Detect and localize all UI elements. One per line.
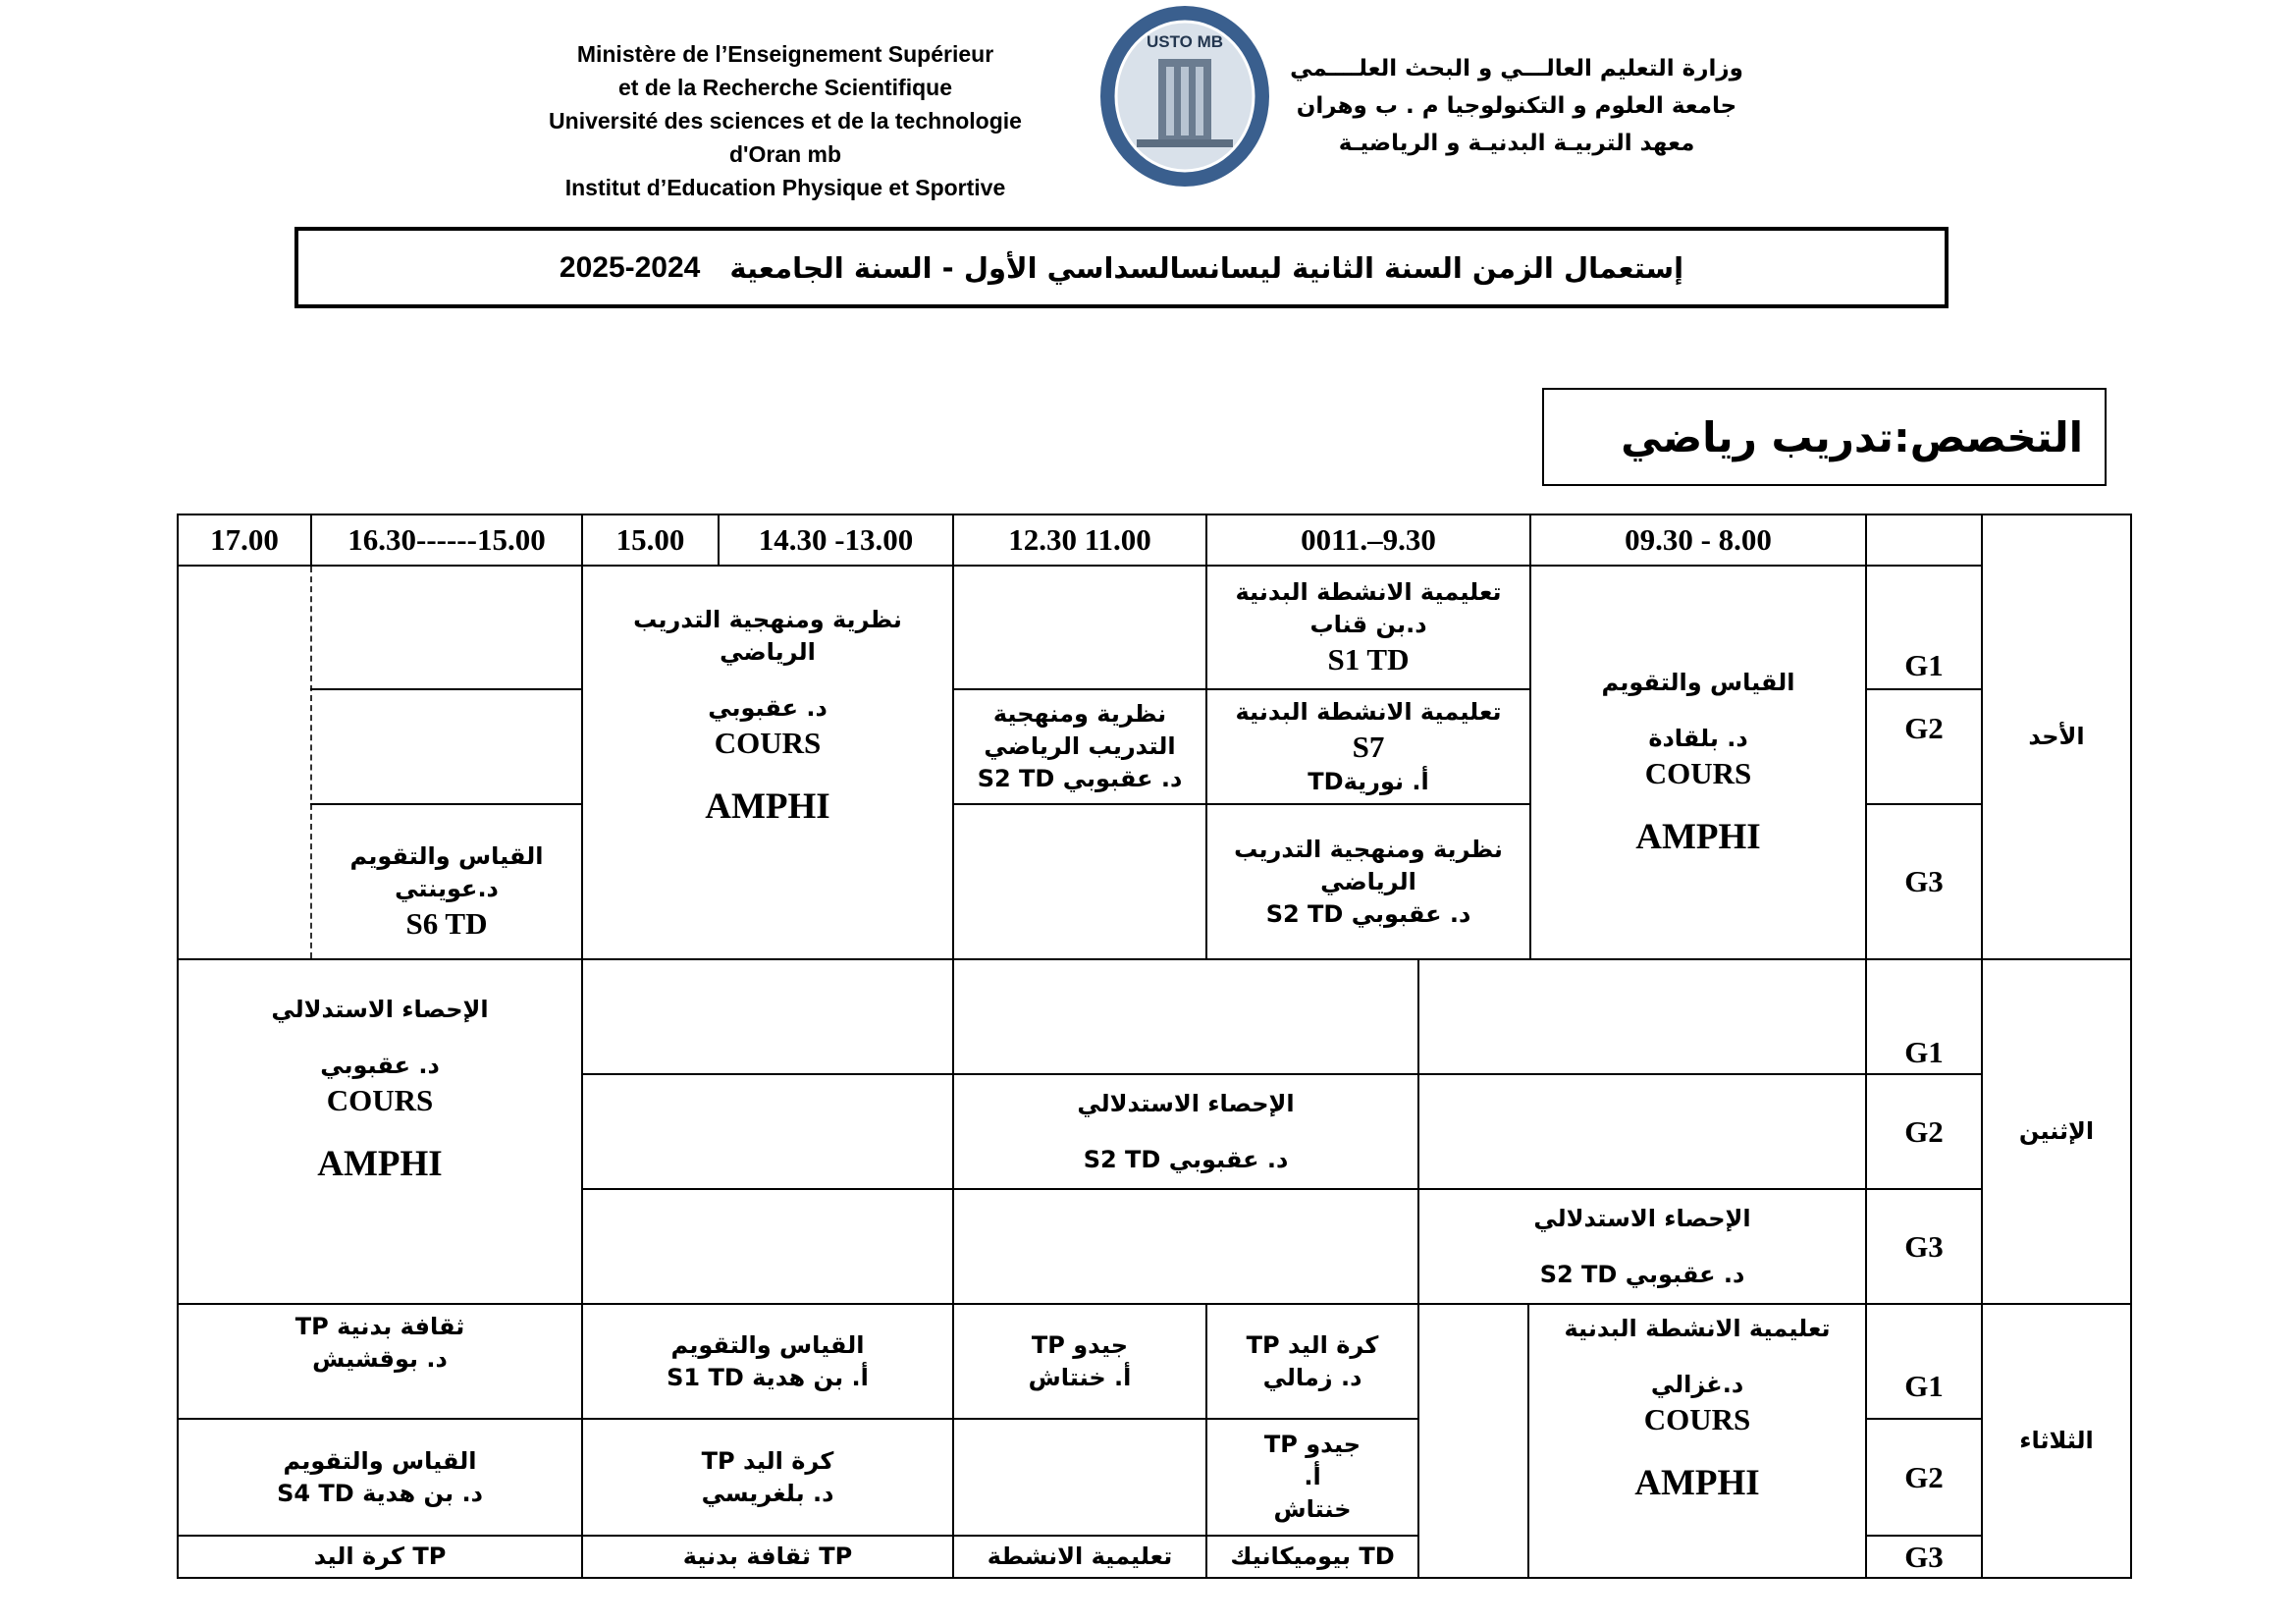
- time-slot-2: 0011.–9.30: [1301, 522, 1436, 557]
- group-label-mon-g2: G2: [1904, 1113, 1944, 1149]
- sunday-g3-slot6: القياس والتقويم د.عوينتي S6 TD: [349, 842, 544, 941]
- header-arabic-line-2: جامعة العلوم و التكنولوجيا م . ب وهران: [1296, 93, 1737, 119]
- sunday-lecture-slot1: القياس والتقويم د. بلقادة COURS AMPHI: [1601, 668, 1795, 857]
- tuesday-g1-slot-c: القياس والتقويم S1 TD أ. بن هدية: [667, 1330, 869, 1391]
- header-arabic: [1276, 51, 1757, 161]
- group-label-sun-g1: G1: [1904, 648, 1944, 682]
- header-french-line-2: et de la Recherche Scientifique: [617, 75, 952, 100]
- day-tuesday: الثلاثاء: [2019, 1427, 2094, 1454]
- monday-g2-td: الإحصاء الاستدلالي S2 TD د. عقبوبي: [1077, 1089, 1295, 1173]
- tuesday-g2-slot-c: TP كرة اليد د. بلغريسي: [701, 1446, 834, 1507]
- group-label-tue-g1: G1: [1904, 1369, 1944, 1403]
- group-label-mon-g1: G1: [1904, 1034, 1944, 1069]
- title-box: [294, 227, 1949, 308]
- monday-lecture: الإحصاء الاستدلالي د. عقبوبي COURS AMPHI: [271, 996, 489, 1184]
- sunday-g1-slot2: تعليمية الانشطة البدنية د.بن قناب S1 TD: [1235, 578, 1502, 677]
- header-french-line-5: Institut d’Education Physique et Sportive: [564, 175, 1006, 200]
- time-slot-7: 17.00: [210, 522, 279, 557]
- header-french-line-4: d'Oran mb: [728, 141, 842, 167]
- group-label-tue-g3: G3: [1904, 1539, 1944, 1574]
- tuesday-g2-slot-a: TP جيدو أ. خنتاش: [1263, 1431, 1362, 1523]
- group-label-sun-g2: G2: [1904, 711, 1944, 745]
- page-title: إستعمال الزمن السنة الثانية ليسانسالسداسي الأول - السنة الجامعية: [729, 250, 1684, 285]
- group-label-mon-g3: G3: [1904, 1228, 1944, 1264]
- time-slot-4: 14.30 -13.00: [758, 522, 914, 557]
- tuesday-g3-slot-b: تعليمية الانشطة: [987, 1543, 1173, 1570]
- sunday-lecture-slot45: نظرية ومنهجية التدريب الرياضي د. عقبوبي COURS AMPHI: [633, 606, 902, 827]
- group-label-sun-g3: G3: [1904, 864, 1944, 898]
- tuesday-g1-slot-a: TP كرة اليد د. زمالي: [1246, 1330, 1379, 1391]
- tuesday-g1-slot-b: TP جيدو أ. خنتاش: [1028, 1330, 1132, 1391]
- tuesday-g3-slot-a: TD بيوميكانيك: [1230, 1543, 1395, 1570]
- time-slot-1: 09.30 - 8.00: [1625, 522, 1772, 557]
- time-slot-3: 12.30 11.00: [1008, 522, 1151, 557]
- university-logo: [1097, 2, 1272, 190]
- tuesday-g3-slot-c: TP ثقافة بدنية: [682, 1543, 853, 1570]
- specialty-box: [1542, 388, 2107, 486]
- header-arabic-line-1: وزارة التعليم العالـــي و البحث العلــــمي: [1290, 56, 1743, 81]
- specialty-label: التخصص:تدريب رياضي: [1621, 412, 2083, 461]
- header-french-line-1: Ministère de l’Enseignement Supérieur: [576, 41, 994, 67]
- academic-year: 2025-2024: [559, 250, 701, 284]
- logo-text: USTO MB: [1146, 32, 1224, 51]
- sunday-g2-slot3: نظرية ومنهجية التدريب الرياضي S2 TD د. عقبوبي: [977, 700, 1183, 792]
- header-french: [520, 37, 1050, 204]
- header-arabic-line-3: معهد التربيـة البدنيـة و الرياضيـة: [1338, 131, 1695, 156]
- sunday-g3-slot2: نظرية ومنهجية التدريب الرياضي S2 TD د. عقبوبي: [1234, 835, 1503, 928]
- header-french-line-3: Université des sciences et de la technologie: [549, 108, 1022, 134]
- tuesday-g2-slot-d: القياس والتقويم S4 TD د. بن هدية: [277, 1446, 483, 1507]
- tuesday-lecture: تعليمية الانشطة البدنية د.غزالي COURS AMPHI: [1564, 1315, 1831, 1503]
- day-monday: الإثنين: [2018, 1117, 2095, 1145]
- time-slot-6: 16.30------15.00: [347, 522, 546, 557]
- tuesday-g3-slot-d: TP كرة اليد: [313, 1543, 447, 1570]
- monday-g3-td: الإحصاء الاستدلالي S2 TD د. عقبوبي: [1533, 1204, 1751, 1288]
- sunday-g2-slot2: تعليمية الانشطة البدنية S7 TDأ. نورية: [1235, 697, 1502, 795]
- time-slot-5: 15.00: [615, 522, 685, 557]
- tuesday-g1-slot-d: TP ثقافة بدنية د. بوقشيش: [294, 1313, 465, 1373]
- group-label-tue-g2: G2: [1904, 1459, 1944, 1494]
- day-sunday: الأحد: [2028, 723, 2085, 750]
